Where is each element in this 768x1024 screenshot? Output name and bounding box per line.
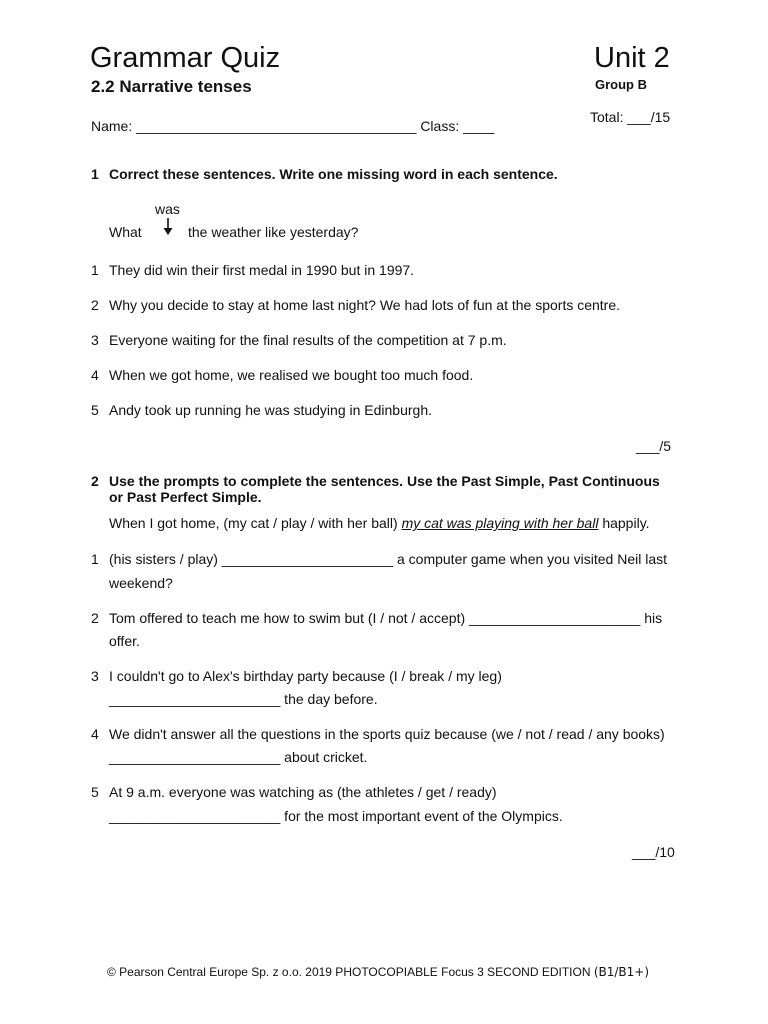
ex2-score: ___/10 [632,844,675,860]
ex2-item-4-number: 4 [91,726,99,742]
ex2-instruction-line2: or Past Perfect Simple. [109,489,262,505]
ex1-instruction: Correct these sentences. Write one missing word in each sentence. [109,166,558,182]
ex1-example-before: What [109,224,142,240]
group-label: Group B [595,77,647,92]
unit-label: Unit 2 [594,42,670,74]
ex1-example-inserted-word: was [155,201,180,217]
ex2-item-1-line1: (his sisters / play) ______________________ a computer game when you visited Neil last [109,551,668,567]
name-class-line: Name: ____________________________________ Class: ____ [91,118,495,134]
ex1-item-2-number: 2 [91,297,99,313]
footer-level: (B1/B1+) [593,965,650,979]
ex2-instruction-line1: Use the prompts to complete the sentences. Use the Past Simple, Past Continuous [109,473,660,489]
ex2-item-4-line1: We didn't answer all the questions in the sports quiz because (we / not / read / any books) [109,726,665,742]
ex2-item-2-line1: Tom offered to teach me how to swim but (I / not / accept) ______________________ his [109,610,663,626]
ex2-example [109,515,650,531]
ex1-item-5-number: 5 [91,402,99,418]
ex1-item-4-number: 4 [91,367,99,383]
ex2-item-1-number: 1 [91,551,99,567]
ex1-item-1-text: They did win their first medal in 1990 but in 1997. [109,262,415,278]
footer [107,965,649,979]
ex2-example-before: When I got home, (my cat / play / with her ball) [109,515,398,531]
ex2-example-after: happily. [602,515,650,531]
ex1-item-3-number: 3 [91,332,99,348]
ex1-score: ___/5 [636,438,672,454]
insert-arrow-icon [161,217,175,237]
ex2-item-3-line1: I couldn't go to Alex's birthday party because (I / break / my leg) [109,668,502,684]
ex2-example-answer: my cat was playing with her ball [401,515,599,531]
ex2-item-1-line2: weekend? [109,575,173,591]
ex2-item-5-line2: ______________________ for the most important event of the Olympics. [109,808,563,824]
ex1-example-after: the weather like yesterday? [188,224,359,240]
ex1-item-5-text: Andy took up running he was studying in Edinburgh. [109,402,432,418]
ex1-item-2-text: Why you decide to stay at home last night? We had lots of fun at the sports centre. [109,297,621,313]
ex2-item-2-line2: offer. [109,633,140,649]
ex2-item-4-line2: ______________________ about cricket. [109,749,368,765]
ex1-number: 1 [91,166,99,182]
total-score: Total: ___/15 [590,109,671,125]
ex2-item-5-number: 5 [91,784,99,800]
ex2-item-3-line2: ______________________ the day before. [109,691,378,707]
ex2-item-3-number: 3 [91,668,99,684]
ex1-item-4-text: When we got home, we realised we bought too much food. [109,367,474,383]
subtitle: 2.2 Narrative tenses [91,77,252,96]
ex2-number: 2 [91,473,99,489]
footer-copyright: © Pearson Central Europe Sp. z o.o. 2019 PHOTOCOPIABLE Focus 3 SECOND EDITION [107,965,591,979]
ex1-item-3-text: Everyone waiting for the final results of the competition at 7 p.m. [109,332,507,348]
ex2-item-5-line1: At 9 a.m. everyone was watching as (the athletes / get / ready) [109,784,497,800]
quiz-title: Grammar Quiz [90,42,281,74]
ex1-item-1-number: 1 [91,262,99,278]
ex2-item-2-number: 2 [91,610,99,626]
